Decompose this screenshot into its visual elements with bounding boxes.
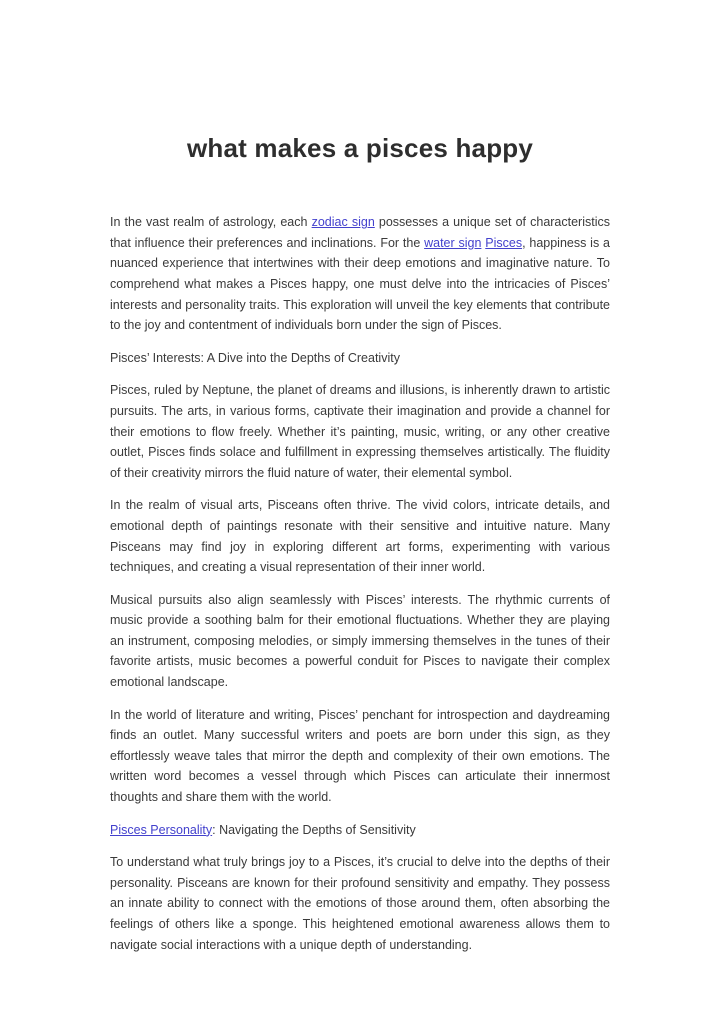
paragraph-literature-writing: In the world of literature and writing, Pisces’ penchant for introspection and daydreaming finds an outlet. Many successful writers and poets are born under this sign, as they effortlessly weave tales that mirror the depth and complexity of their own emotions. The written word becomes a vessel through which Pisces can articulate their innermost thoughts and share them with the world.	[110, 707, 610, 805]
text-run: : Navigating the Depths of Sensitivity	[212, 822, 416, 837]
link-pisces[interactable]: Pisces	[485, 235, 523, 250]
section-heading-interests: Pisces’ Interests: A Dive into the Depths of Creativity	[110, 350, 400, 365]
paragraph-sensitivity: To understand what truly brings joy to a Pisces, it’s crucial to delve into the depths of their personality. Pisceans are known for their profound sensitivity and empathy. They possess an innate ability to connect with the emotions of those around them, often absorbing the feelings of others like a sponge. This heightened emotional awareness allows them to navigate social interactions with a unique depth of understanding.	[110, 855, 610, 952]
page-title: what makes a pisces happy	[186, 133, 534, 163]
paragraph-musical-pursuits: Musical pursuits also align seamlessly with Pisces’ interests. The rhythmic currents of music provide a soothing balm for their emotional fluctuations. Whether they are playing an instrument, composing melodies, or simply immersing themselves in the tunes of their favorite artists, music becomes a powerful conduit for Pisces to navigate their complex emotional landscape.	[110, 592, 610, 690]
section-heading-personality	[110, 820, 610, 841]
text-run: In the vast realm of astrology, each	[110, 215, 312, 230]
link-zodiac-sign[interactable]: zodiac sign	[311, 215, 375, 230]
link-pisces-personality[interactable]: Pisces Personality	[110, 822, 213, 837]
paragraph-intro	[110, 212, 610, 336]
paragraph-artistic-pursuits: Pisces, ruled by Neptune, the planet of dreams and illusions, is inherently drawn to artistic pursuits. The arts, in various forms, captivate their imagination and provide a channel for their emotions to flow freely. Whether it’s painting, music, writing, or any other creative outlet, Pisces finds solace and fulfillment in expressing themselves artistically. The fluidity of their creativity mirrors the fluid nature of water, their elemental symbol.	[110, 383, 610, 480]
text-run: possesses a unique set of characteristics that influence their preferences and inclinations. For the	[110, 215, 610, 250]
link-water-sign[interactable]: water sign	[424, 235, 482, 250]
paragraph-visual-arts: In the realm of visual arts, Pisceans often thrive. The vivid colors, intricate details, and emotional depth of paintings resonate with their sensitive and intuitive nature. Many Pisceans may find joy in exploring different art forms, experimenting with various techniques, and creating a visual representation of their inner world.	[110, 498, 610, 575]
text-run: , happiness is a nuanced experience that intertwines with their deep emotions and imaginative nature. To comprehend what makes a Pisces happy, one must delve into the intricacies of Pisces’ interests and personality traits. This exploration will unveil the key elements that contribute to the joy and contentment of individuals born under the sign of Pisces.	[110, 235, 610, 333]
